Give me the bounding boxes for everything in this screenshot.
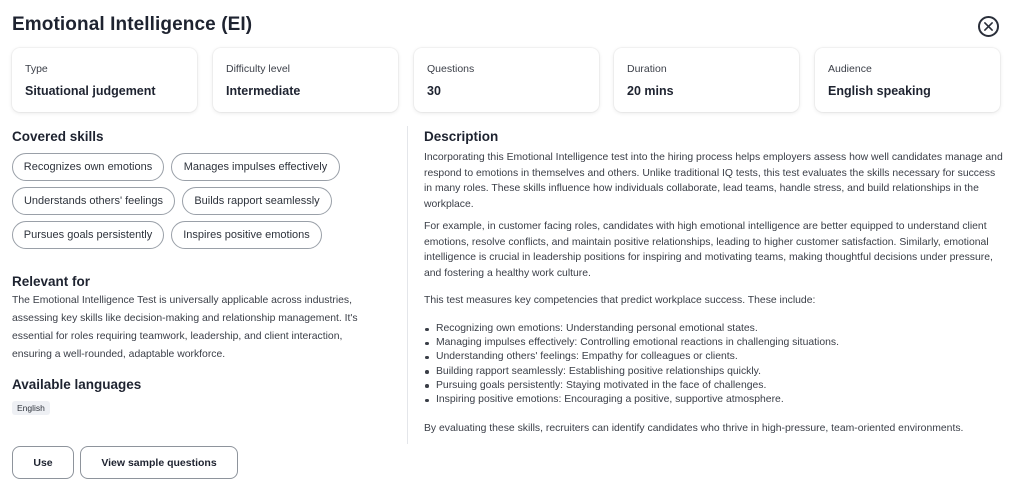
covered-skills-title: Covered skills — [12, 129, 104, 144]
view-sample-questions-button[interactable]: View sample questions — [80, 446, 238, 479]
relevant-for-text: The Emotional Intelligence Test is universally applicable across industries, assessing key skills like decision-making and relationship management. It's essential for roles requiring teamwork, leadership, and client interaction, ensuring a well-rounded, adaptable workforce. — [12, 295, 358, 360]
type-value: Situational judgement — [25, 84, 156, 98]
list-item: Pursuing goals persistently: Staying motivated in the face of challenges. — [424, 379, 1014, 393]
difficulty-label: Difficulty level — [226, 63, 290, 75]
skill-chip: Builds rapport seamlessly — [182, 187, 332, 215]
audience-label: Audience — [828, 63, 872, 75]
competency-list — [424, 322, 1014, 407]
duration-card — [614, 48, 799, 112]
list-item: Understanding others' feelings: Empathy for colleagues or clients. — [424, 350, 1014, 364]
description-title: Description — [424, 129, 499, 144]
duration-value: 20 mins — [627, 84, 674, 98]
list-item: Building rapport seamlessly: Establishing positive relationships quickly. — [424, 365, 1014, 379]
questions-value: 30 — [427, 84, 441, 98]
duration-label: Duration — [627, 63, 667, 75]
skill-chip: Pursues goals persistently — [12, 221, 164, 249]
skill-chip: Recognizes own emotions — [12, 153, 164, 181]
use-button[interactable]: Use — [12, 446, 74, 479]
type-label: Type — [25, 63, 48, 75]
difficulty-value: Intermediate — [226, 84, 301, 98]
list-item: Recognizing own emotions: Understanding personal emotional states. — [424, 322, 1014, 336]
close-button[interactable] — [978, 16, 999, 37]
difficulty-card — [213, 48, 398, 112]
type-card — [12, 48, 197, 112]
skill-chip: Understands others' feelings — [12, 187, 175, 215]
available-languages-title: Available languages — [12, 377, 142, 392]
questions-card — [414, 48, 599, 112]
description-paragraph-1: Incorporating this Emotional Intelligence test into the hiring process helps employers assess how well candidates manage and respond to emotions in themselves and others. Unlike traditional IQ tests, this test evaluates the skills necessary for success in many roles. These skills influence how individuals collaborate, lead teams, handle stress, and build relationships in the workplace. — [424, 152, 1003, 210]
description-paragraph-2: For example, in customer facing roles, candidates with high emotional intelligence are better equipped to understand client emotions, resolve conflicts, and maintain positive relationships, leading to higher customer satisfaction. Similarly, emotional intelligence is crucial in leadership positions for inspiring and motivating teams, making thoughtful decisions under pressure, and fostering a healthy work culture. — [424, 221, 993, 279]
list-item: Managing impulses effectively: Controlling emotional reactions in challenging situations. — [424, 336, 1014, 350]
language-badge: English — [12, 401, 50, 415]
skill-chip: Inspires positive emotions — [171, 221, 322, 249]
audience-card — [815, 48, 1000, 112]
description-paragraph-3: This test measures key competencies that predict workplace success. These include: — [424, 295, 816, 306]
description-paragraph-4: By evaluating these skills, recruiters can identify candidates who thrive in high-pressure, team-oriented environments. — [424, 423, 964, 434]
questions-label: Questions — [427, 63, 475, 75]
column-divider — [407, 126, 408, 444]
skill-chip: Manages impulses effectively — [171, 153, 340, 181]
page-title: Emotional Intelligence (EI) — [12, 14, 253, 35]
audience-value: English speaking — [828, 84, 931, 98]
close-icon — [984, 22, 993, 31]
relevant-for-title: Relevant for — [12, 274, 91, 289]
list-item: Inspiring positive emotions: Encouraging a positive, supportive atmosphere. — [424, 393, 1014, 407]
